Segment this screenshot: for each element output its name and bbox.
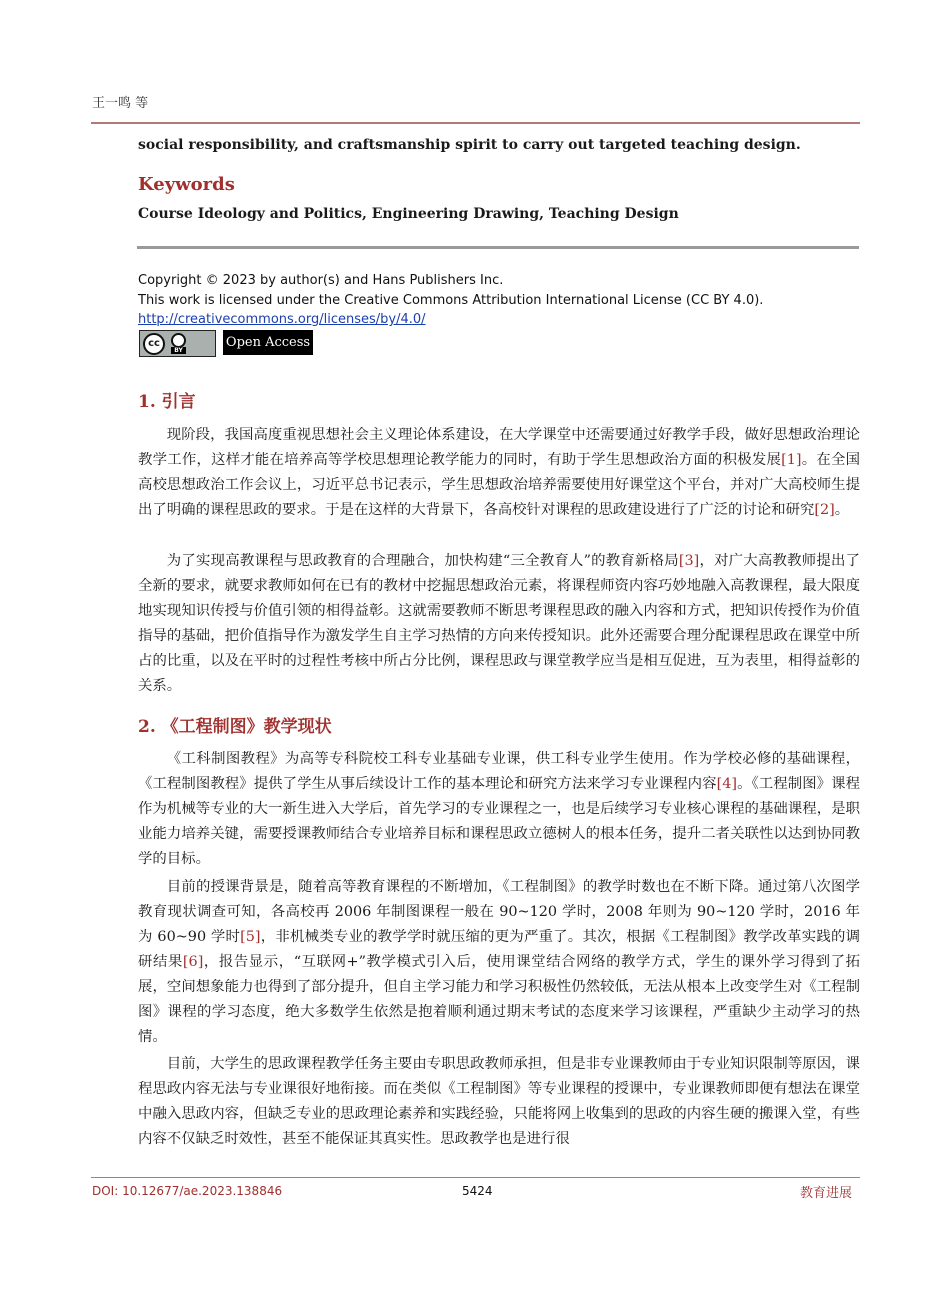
section-2-heading: 2. 《工程制图》教学现状	[138, 717, 332, 737]
copyright-line: Copyright © 2023 by author(s) and Hans Publishers Inc.	[138, 273, 504, 288]
by-icon: BY	[171, 333, 186, 354]
cc-by-badge[interactable]	[139, 330, 216, 357]
abstract-continuation: social responsibility, and craftsmanship spirit to carry out targeted teaching design.	[138, 137, 801, 153]
running-header-author: 王一鸣 等	[92, 96, 149, 111]
section-2-paragraph-1: 《工科制图教程》为高等专科院校工科专业基础专业课，供工科专业学生使用。作为学校必修的基础课程，《工程制图教程》提供了学生从事后续设计工作的基本理论和研究方法来学习专业课程内容[4]。《工程制图》课程作为机械等专业的大一新生进入大学后，首先学习的专业课程之一，也是后续学习专业核心课程的基础课程，是职业能力培养关键，需要授课教师结合专业培养目标和课程思政立德树人的根本任务，提升二者关联性以达到协同教学的目标。	[138, 751, 860, 867]
license-line: This work is licensed under the Creative Commons Attribution International License (CC BY 4.0).	[138, 293, 764, 308]
journal-name: 教育进展	[800, 1186, 853, 1201]
citation-4[interactable]: [4]	[716, 776, 737, 792]
open-access-badge: Open Access	[223, 330, 313, 355]
keywords-heading: Keywords	[138, 174, 235, 195]
section-1-heading: 1. 引言	[138, 392, 196, 412]
section-1-paragraph-1: 现阶段，我国高度重视思想社会主义理论体系建设，在大学课堂中还需要通过好教学手段，做好思想政治理论教学工作，这样才能在培养高等学校思想理论教学能力的同时，有助于学生思想政治方面的积极发展[1]。在全国高校思想政治工作会议上，习近平总书记表示，学生思想政治培养需要使用好课堂这个平台，并对广大高校师生提出了明确的课程思政的要求。于是在这样的大背景下，各高校针对课程的思政建设进行了广泛的讨论和研究[2]。	[138, 427, 860, 518]
footer-doi[interactable]: DOI: 10.12677/ae.2023.138846	[92, 1184, 283, 1198]
section-1-paragraph-2: 为了实现高教课程与思政教育的合理融合，加快构建“三全教育人”的教育新格局[3]，对广大高教教师提出了全新的要求，就要求教师如何在已有的教材中挖掘思想政治元素，将课程师资内容巧妙地融入高教课程，最大限度地实现知识传授与价值引领的相得益彰。这就需要教师不断思考课程思政的融入内容和方式，把知识传授作为价值指导的基础，把价值指导作为激发学生自主学习热情的方向来传授知识。此外还需要合理分配课程思政在课堂中所占的比重，以及在平时的过程性考核中所占分比例，课程思政与课堂教学应当是相互促进，互为表里，相得益彰的关系。	[138, 553, 860, 694]
section-divider	[137, 246, 859, 249]
cc-icon: cc	[143, 333, 165, 355]
keywords-text: Course Ideology and Politics, Engineering Drawing, Teaching Design	[138, 206, 679, 222]
citation-1[interactable]: [1]	[781, 452, 802, 468]
citation-5[interactable]: [5]	[240, 929, 261, 945]
citation-3[interactable]: [3]	[678, 553, 700, 569]
header-divider	[91, 122, 860, 124]
license-link[interactable]: http://creativecommons.org/licenses/by/4.0/	[138, 312, 426, 327]
footer-divider	[91, 1177, 860, 1178]
citation-6[interactable]: [6]	[182, 954, 204, 970]
page-number: 5424	[462, 1184, 493, 1198]
section-2-paragraph-2: 目前的授课背景是，随着高等教育课程的不断增加，《工程制图》的教学时数也在不断下降。通过第八次图学教育现状调查可知，各高校再 2006 年制图课程一般在 90~120 学时，2008 年则为 90~120 学时，2016 年为 60~90 学时[5]，非机械类专业的教学学时就压缩的更为严重了。其次，根据《工程制图》教学改革实践的调研结果[6]，报告显示，“互联网+”教学模式引入后，使用课堂结合网络的教学方式，学生的课外学习得到了拓展，空间想象能力也得到了部分提升，但自主学习能力和学习积极性仍然较低，无法从根本上改变学生对《工程制图》课程的学习态度，绝大多数学生依然是抱着顺利通过期末考试的态度来学习该课程，严重缺少主动学习的热情。	[138, 879, 860, 1045]
section-2-paragraph-3: 目前，大学生的思政课程教学任务主要由专职思政教师承担，但是非专业课教师由于专业知识限制等原因，课程思政内容无法与专业课很好地衔接。而在类似《工程制图》等专业课程的授课中，专业课教师即便有想法在课堂中融入思政内容，但缺乏专业的思政理论素养和实践经验，只能将网上收集到的思政的内容生硬的搬课入堂，有些内容不仅缺乏时效性，甚至不能保证其真实性。思政教学也是进行很	[138, 1056, 860, 1147]
citation-2[interactable]: [2]	[814, 502, 835, 518]
